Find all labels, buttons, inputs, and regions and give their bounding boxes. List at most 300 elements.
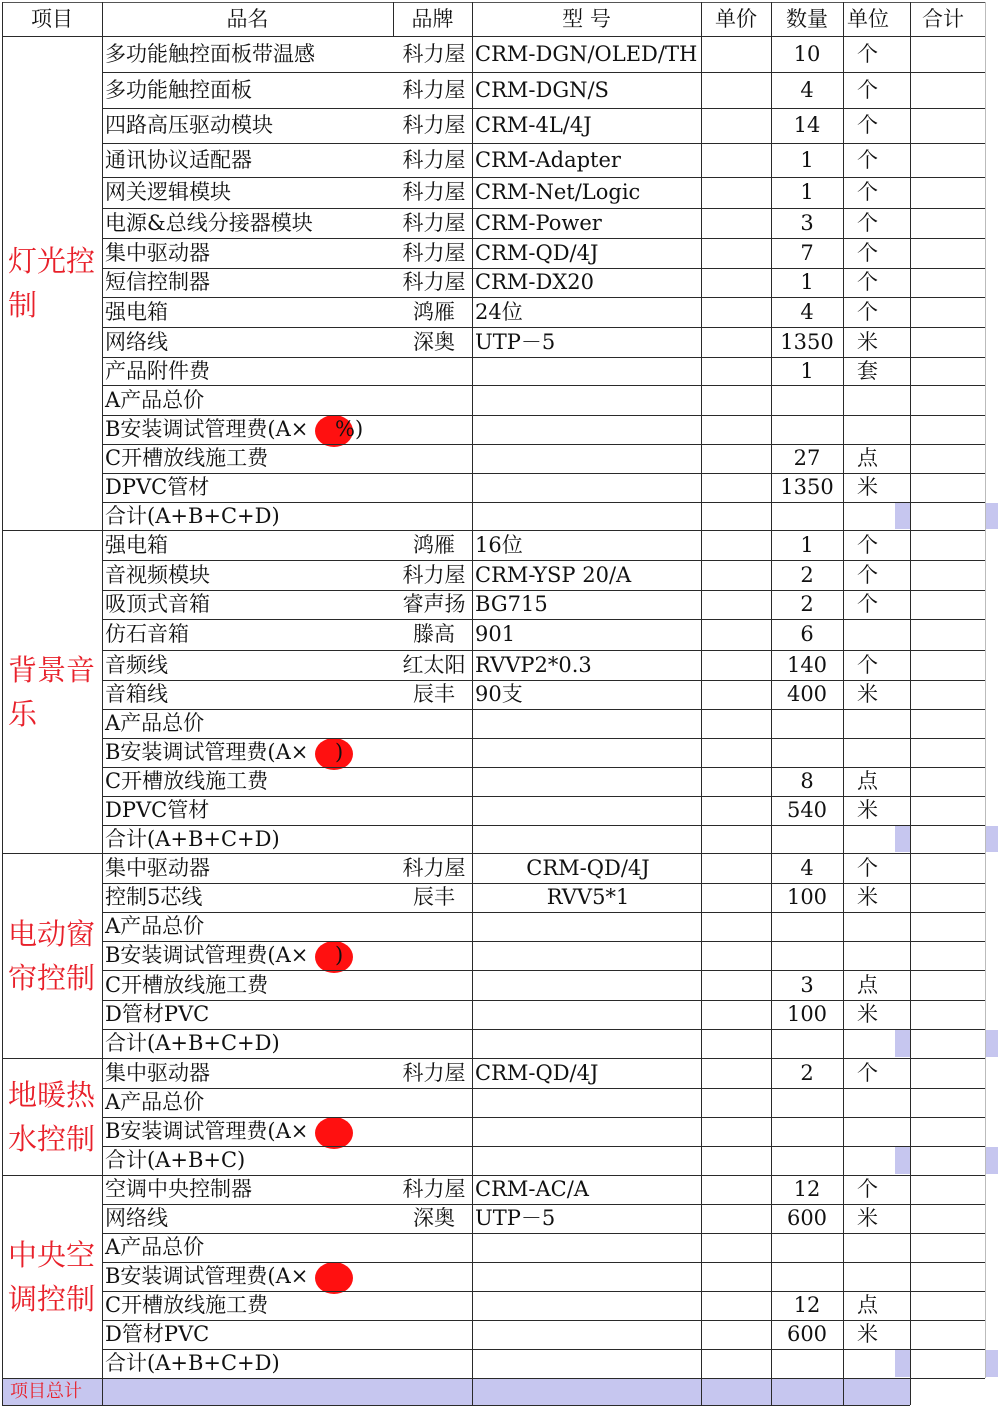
grid-line xyxy=(102,853,985,854)
grid-line xyxy=(102,941,985,942)
item-unit xyxy=(843,619,910,650)
item-brand: 滕高 xyxy=(413,622,455,646)
item-unit: 米 xyxy=(857,885,878,909)
item-brand xyxy=(393,1349,472,1378)
grid-line xyxy=(102,72,985,73)
item-brand: 辰丰 xyxy=(413,885,455,909)
item-name: 短信控制器 xyxy=(105,270,210,294)
grid-line xyxy=(985,2,986,1378)
item-unit: 个 xyxy=(857,856,878,880)
item-brand: 科力屋 xyxy=(402,1177,466,1201)
item-quantity: 7 xyxy=(800,241,814,265)
item-name: C开槽放线施工费 xyxy=(105,769,269,793)
grid-line xyxy=(102,1233,985,1234)
grid-line xyxy=(102,1088,985,1089)
item-brand: 深奥 xyxy=(413,330,455,354)
item-brand: 科力屋 xyxy=(402,211,466,235)
item-brand xyxy=(393,502,472,530)
grid-line xyxy=(102,268,985,269)
section-category-label: 背景音乐 xyxy=(8,652,96,731)
item-model: CRM-QD/4J xyxy=(475,1061,599,1085)
grid-line xyxy=(102,1000,985,1001)
item-brand xyxy=(393,767,472,796)
item-quantity: 100 xyxy=(786,1002,828,1026)
item-quantity xyxy=(771,385,843,415)
item-model xyxy=(472,1262,701,1291)
footer-total-label: 项目总计 xyxy=(2,1378,102,1405)
item-unit xyxy=(843,415,910,444)
item-quantity: 1 xyxy=(800,533,814,557)
item-quantity: 3 xyxy=(800,211,814,235)
item-quantity: 4 xyxy=(800,300,814,324)
item-model: CRM-QD/4J xyxy=(526,856,650,880)
grid-line xyxy=(102,530,985,531)
item-quantity: 27 xyxy=(793,446,821,470)
item-name: 产品附件费 xyxy=(105,359,210,383)
subtotal-highlight xyxy=(985,1350,998,1377)
grid-line xyxy=(701,2,702,1405)
item-model xyxy=(472,502,701,530)
section-category-label: 电动窗帘控制 xyxy=(8,916,96,995)
item-quantity xyxy=(771,1088,843,1117)
item-quantity xyxy=(771,1146,843,1175)
item-quantity: 12 xyxy=(793,1293,821,1317)
item-quantity: 8 xyxy=(800,769,814,793)
item-unit xyxy=(843,1262,910,1291)
item-model xyxy=(472,357,701,385)
item-brand: 科力屋 xyxy=(402,1061,466,1085)
item-model: CRM-DX20 xyxy=(475,270,594,294)
item-quantity: 4 xyxy=(800,856,814,880)
grid-line xyxy=(102,796,985,797)
grid-line xyxy=(102,143,985,144)
section-category xyxy=(2,530,102,853)
item-model: 24位 xyxy=(475,300,523,324)
item-model: CRM-4L/4J xyxy=(475,113,592,137)
grid-line xyxy=(2,1405,910,1406)
item-brand: 红太阳 xyxy=(402,653,466,677)
item-quantity: 2 xyxy=(800,563,814,587)
section-category xyxy=(2,1058,102,1175)
item-brand xyxy=(393,415,472,444)
item-brand xyxy=(393,1146,472,1175)
item-brand xyxy=(393,444,472,473)
item-model xyxy=(472,825,701,853)
item-model: BG715 xyxy=(475,592,548,616)
item-name: B安装调试管理费(A× xyxy=(105,417,309,441)
grid-line xyxy=(2,36,985,37)
item-model xyxy=(472,1000,701,1029)
item-quantity: 4 xyxy=(800,78,814,102)
item-name-suffix: ) xyxy=(335,740,344,764)
item-model xyxy=(472,1349,701,1378)
header-cell-7: 合计 xyxy=(910,2,985,36)
item-brand xyxy=(393,1000,472,1029)
item-name: A产品总价 xyxy=(105,1235,205,1259)
item-unit: 米 xyxy=(857,1322,878,1346)
item-quantity xyxy=(771,709,843,738)
item-quantity: 1 xyxy=(800,180,814,204)
item-name: 仿石音箱 xyxy=(105,622,189,646)
item-unit: 个 xyxy=(857,180,878,204)
item-model xyxy=(472,1233,701,1262)
grid-line xyxy=(102,680,985,681)
item-quantity: 1 xyxy=(800,270,814,294)
item-name: B安装调试管理费(A× xyxy=(105,740,309,764)
item-unit xyxy=(843,1233,910,1262)
item-quantity: 10 xyxy=(793,42,821,66)
item-model: 16位 xyxy=(475,533,523,557)
item-brand: 科力屋 xyxy=(402,563,466,587)
item-name: 通讯协议适配器 xyxy=(105,148,252,172)
item-model xyxy=(472,970,701,1000)
item-model: RVVP2*0.3 xyxy=(475,653,592,677)
grid-line xyxy=(102,738,985,739)
item-quantity: 600 xyxy=(786,1206,828,1230)
grid-line xyxy=(102,385,985,386)
grid-line xyxy=(102,1146,985,1147)
item-model xyxy=(472,415,701,444)
item-unit: 点 xyxy=(857,769,878,793)
item-quantity: 400 xyxy=(786,682,828,706)
grid-line xyxy=(102,825,985,826)
item-unit: 套 xyxy=(857,359,878,383)
grid-line xyxy=(102,415,985,416)
item-quantity: 1350 xyxy=(780,475,834,499)
item-brand xyxy=(393,1320,472,1349)
item-quantity: 2 xyxy=(800,592,814,616)
item-quantity: 12 xyxy=(793,1177,821,1201)
item-name: D管材PVC xyxy=(105,1002,210,1026)
item-name: 合计(A+B+C+D) xyxy=(105,1031,280,1055)
item-unit: 个 xyxy=(857,241,878,265)
item-unit: 米 xyxy=(857,682,878,706)
item-model: CRM-AC/A xyxy=(475,1177,589,1201)
item-name: B安装调试管理费(A× xyxy=(105,1119,309,1143)
grid-line xyxy=(102,108,985,109)
item-name: 集中驱动器 xyxy=(105,1061,210,1085)
grid-line xyxy=(102,970,985,971)
item-brand xyxy=(393,1291,472,1320)
section-category-label: 地暖热水控制 xyxy=(8,1077,96,1156)
item-brand: 科力屋 xyxy=(402,270,466,294)
item-brand xyxy=(393,1088,472,1117)
item-unit xyxy=(843,385,910,415)
item-brand: 科力屋 xyxy=(402,78,466,102)
item-model: CRM-QD/4J xyxy=(475,241,599,265)
item-quantity xyxy=(771,1262,843,1291)
item-quantity: 1 xyxy=(800,359,814,383)
item-name-suffix xyxy=(335,1117,375,1146)
section-category xyxy=(2,853,102,1058)
grid-line xyxy=(102,1320,985,1321)
item-model xyxy=(472,738,701,767)
item-brand: 科力屋 xyxy=(402,113,466,137)
item-name-suffix: %) xyxy=(335,417,364,441)
grid-line xyxy=(2,1378,910,1379)
grid-line xyxy=(102,177,985,178)
item-brand: 深奥 xyxy=(413,1206,455,1230)
item-name: 网络线 xyxy=(105,1206,168,1230)
item-model: 901 xyxy=(475,622,516,646)
grid-line xyxy=(102,1204,985,1205)
item-name: 合计(A+B+C+D) xyxy=(105,827,280,851)
item-model xyxy=(472,767,701,796)
item-name: A产品总价 xyxy=(105,388,205,412)
grid-line xyxy=(102,1291,985,1292)
item-brand: 科力屋 xyxy=(402,42,466,66)
item-name: 多功能触控面板 xyxy=(105,78,252,102)
item-unit xyxy=(843,941,910,970)
item-unit xyxy=(843,738,910,767)
item-brand: 科力屋 xyxy=(402,148,466,172)
item-quantity xyxy=(771,941,843,970)
item-unit: 个 xyxy=(857,533,878,557)
subtotal-highlight xyxy=(895,1350,910,1377)
item-quantity xyxy=(771,912,843,941)
grid-line xyxy=(102,1029,985,1030)
item-name: 强电箱 xyxy=(105,300,168,324)
grid-line xyxy=(102,1349,985,1350)
grid-line xyxy=(2,2,985,3)
item-quantity xyxy=(771,415,843,444)
item-name: 合计(A+B+C) xyxy=(105,1148,246,1172)
grid-line xyxy=(102,767,985,768)
grid-line xyxy=(102,297,985,298)
section-category xyxy=(2,1175,102,1378)
item-unit: 个 xyxy=(857,1061,878,1085)
item-unit: 米 xyxy=(857,1206,878,1230)
item-model xyxy=(472,1117,701,1146)
item-unit: 个 xyxy=(857,653,878,677)
item-quantity xyxy=(771,502,843,530)
grid-line xyxy=(102,238,985,239)
item-unit: 米 xyxy=(857,475,878,499)
item-quantity: 3 xyxy=(800,973,814,997)
grid-line xyxy=(102,709,985,710)
item-quantity xyxy=(771,1029,843,1058)
header-cell-1: 品名 xyxy=(102,2,393,36)
item-name: DPVC管材 xyxy=(105,798,210,822)
item-quantity: 2 xyxy=(800,1061,814,1085)
item-name: 电源&总线分接器模块 xyxy=(105,211,313,235)
item-unit: 米 xyxy=(857,330,878,354)
item-brand: 科力屋 xyxy=(402,180,466,204)
grid-line xyxy=(102,1175,985,1176)
item-brand xyxy=(393,1233,472,1262)
grid-line xyxy=(102,590,985,591)
grid-line xyxy=(843,2,844,1405)
section-category xyxy=(2,36,102,530)
item-name: C开槽放线施工费 xyxy=(105,973,269,997)
footer-highlight xyxy=(102,1378,910,1405)
section-category-label: 灯光控制 xyxy=(8,244,96,322)
item-name: C开槽放线施工费 xyxy=(105,446,269,470)
item-model: UTP－5 xyxy=(475,1206,556,1230)
item-name: B安装调试管理费(A× xyxy=(105,1264,309,1288)
subtotal-highlight xyxy=(985,1030,998,1057)
item-model xyxy=(472,385,701,415)
item-name: 网关逻辑模块 xyxy=(105,180,231,204)
item-model: CRM-Net/Logic xyxy=(475,180,641,204)
item-brand xyxy=(393,357,472,385)
item-name: 控制5芯线 xyxy=(105,885,203,909)
item-unit: 个 xyxy=(857,1177,878,1201)
item-quantity: 600 xyxy=(786,1322,828,1346)
item-unit xyxy=(843,1117,910,1146)
header-cell-5: 数量 xyxy=(771,2,843,36)
item-model xyxy=(472,912,701,941)
grid-line xyxy=(910,2,911,1405)
item-model xyxy=(472,473,701,502)
grid-line xyxy=(102,912,985,913)
item-model xyxy=(472,444,701,473)
item-model: CRM-DGN/S xyxy=(475,78,609,102)
item-model xyxy=(472,1088,701,1117)
item-model xyxy=(472,1291,701,1320)
item-brand xyxy=(393,709,472,738)
item-name: 集中驱动器 xyxy=(105,856,210,880)
header-cell-2: 品牌 xyxy=(393,2,472,36)
item-brand xyxy=(393,473,472,502)
item-brand: 鸿雁 xyxy=(413,533,455,557)
grid-line xyxy=(102,650,985,651)
grid-line xyxy=(771,2,772,1405)
item-unit: 米 xyxy=(857,1002,878,1026)
item-quantity xyxy=(771,738,843,767)
item-model xyxy=(472,1146,701,1175)
grid-line xyxy=(102,1058,985,1059)
item-brand xyxy=(393,941,472,970)
item-quantity: 1350 xyxy=(780,330,834,354)
item-brand xyxy=(393,970,472,1000)
item-unit xyxy=(843,1088,910,1117)
item-unit: 个 xyxy=(857,113,878,137)
item-name: 合计(A+B+C+D) xyxy=(105,504,280,528)
item-brand: 睿声扬 xyxy=(402,592,466,616)
item-quantity: 540 xyxy=(786,798,828,822)
grid-line xyxy=(102,619,985,620)
item-model xyxy=(472,796,701,825)
item-quantity xyxy=(771,825,843,853)
subtotal-highlight xyxy=(895,503,910,529)
section-category-label: 中央空调控制 xyxy=(8,1237,96,1316)
item-brand xyxy=(393,1117,472,1146)
item-brand: 辰丰 xyxy=(413,682,455,706)
subtotal-highlight xyxy=(985,826,998,852)
item-name: 音视频模块 xyxy=(105,563,210,587)
item-name-suffix: ) xyxy=(335,943,344,967)
item-model: UTP－5 xyxy=(475,330,556,354)
item-model xyxy=(472,709,701,738)
grid-line xyxy=(102,444,985,445)
item-name: 集中驱动器 xyxy=(105,241,210,265)
item-name: 音箱线 xyxy=(105,682,168,706)
item-model xyxy=(472,941,701,970)
item-model: CRM-Power xyxy=(475,211,602,235)
subtotal-highlight xyxy=(895,826,910,852)
item-unit: 个 xyxy=(857,211,878,235)
item-name: C开槽放线施工费 xyxy=(105,1293,269,1317)
grid-line xyxy=(102,327,985,328)
grid-line xyxy=(102,1117,985,1118)
grid-line xyxy=(102,560,985,561)
item-name: B安装调试管理费(A× xyxy=(105,943,309,967)
item-model xyxy=(472,1029,701,1058)
item-unit: 个 xyxy=(857,563,878,587)
item-brand: 科力屋 xyxy=(402,241,466,265)
item-unit: 个 xyxy=(857,592,878,616)
item-name: 合计(A+B+C+D) xyxy=(105,1351,280,1375)
item-quantity xyxy=(771,1117,843,1146)
item-unit: 点 xyxy=(857,1293,878,1317)
item-brand xyxy=(393,825,472,853)
item-name: A产品总价 xyxy=(105,914,205,938)
item-name: 空调中央控制器 xyxy=(105,1177,252,1201)
item-model: CRM-YSP 20/A xyxy=(475,563,632,587)
grid-line xyxy=(102,1262,985,1263)
item-quantity: 100 xyxy=(786,885,828,909)
header-cell-6: 单位 xyxy=(843,2,910,36)
item-name: A产品总价 xyxy=(105,711,205,735)
item-unit: 个 xyxy=(857,148,878,172)
grid-line xyxy=(102,2,103,1405)
item-quantity: 6 xyxy=(800,622,814,646)
grid-line xyxy=(472,2,473,1405)
item-quantity xyxy=(771,1233,843,1262)
item-brand xyxy=(393,912,472,941)
header-cell-0: 项目 xyxy=(2,2,102,36)
item-name: 强电箱 xyxy=(105,533,168,557)
item-model: CRM-Adapter xyxy=(475,148,621,172)
header-cell-3: 型 号 xyxy=(472,2,701,36)
item-model: RVV5*1 xyxy=(546,885,630,909)
subtotal-highlight xyxy=(895,1030,910,1057)
item-unit: 点 xyxy=(857,446,878,470)
item-brand xyxy=(393,738,472,767)
item-unit: 个 xyxy=(857,270,878,294)
grid-line xyxy=(102,473,985,474)
item-unit xyxy=(843,709,910,738)
subtotal-highlight xyxy=(985,503,998,529)
item-unit: 个 xyxy=(857,300,878,324)
item-unit xyxy=(843,912,910,941)
item-model: CRM-DGN/OLED/TH xyxy=(475,42,698,66)
item-name: 网络线 xyxy=(105,330,168,354)
grid-line xyxy=(393,2,394,36)
header-cell-4: 单价 xyxy=(701,2,771,36)
grid-line xyxy=(2,2,3,1405)
item-name: 四路高压驱动模块 xyxy=(105,113,273,137)
item-quantity: 14 xyxy=(793,113,821,137)
item-name-suffix xyxy=(335,1262,375,1291)
item-model: 90支 xyxy=(475,682,523,706)
grid-line xyxy=(102,357,985,358)
item-unit: 米 xyxy=(857,798,878,822)
item-quantity: 140 xyxy=(786,653,828,677)
grid-line xyxy=(102,502,985,503)
item-unit: 个 xyxy=(857,42,878,66)
item-name: D管材PVC xyxy=(105,1322,210,1346)
item-name: DPVC管材 xyxy=(105,475,210,499)
item-brand xyxy=(393,796,472,825)
item-name: 吸顶式音箱 xyxy=(105,592,210,616)
item-brand xyxy=(393,1262,472,1291)
grid-line xyxy=(102,208,985,209)
item-name: 音频线 xyxy=(105,653,168,677)
subtotal-highlight xyxy=(985,1147,998,1174)
item-unit: 点 xyxy=(857,973,878,997)
